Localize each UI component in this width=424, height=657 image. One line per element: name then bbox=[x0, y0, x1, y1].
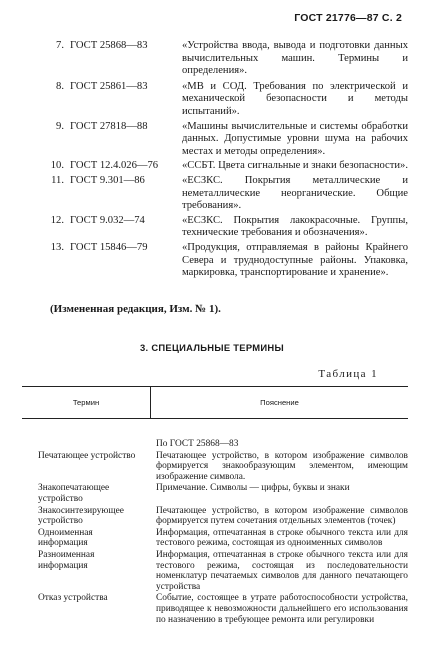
reference-description: «Продукция, отправляемая в районы Крайнего Севера и труднодоступные районы. Упаковка, маркировка, транспортирование и хранение». bbox=[182, 241, 408, 279]
reference-number: 13. bbox=[50, 241, 64, 253]
term-cell: Одноименная информация bbox=[38, 527, 93, 549]
reference-standard: ГОСТ 27818—88 bbox=[70, 120, 148, 132]
reference-item bbox=[22, 215, 408, 240]
reference-number: 10. bbox=[50, 160, 64, 172]
page-header: ГОСТ 21776—87 С. 2 bbox=[294, 12, 402, 24]
reference-description: «ССБТ. Цвета сигнальные и знаки безопасности». bbox=[182, 160, 409, 172]
term-cell: Разноименная информация bbox=[38, 549, 95, 571]
explanation-cell: Информация, отпечатанная в строке обычного текста или для тестового режима, состоящая из одноименных символов bbox=[156, 527, 408, 549]
explanation-cell: Печатающее устройство, в котором изображение символов формируется путем сочетания отдельных элементов (точек) bbox=[156, 505, 408, 527]
table-row bbox=[22, 550, 408, 592]
reference-number: 11. bbox=[51, 174, 64, 186]
explanation-cell: Печатающее устройство, в котором изображение символов формируется знакообразующим элементом, имеющим изображение символа. bbox=[156, 450, 408, 482]
reference-standard: ГОСТ 9.301—86 bbox=[70, 174, 145, 186]
explanation-cell: Информация, отпечатанная в строке обычного текста или для тестового режима, состоящая из последовательности номенклатур печатаемых символов для данного печатающего устройства bbox=[156, 549, 408, 592]
reference-item bbox=[22, 242, 408, 280]
explanation-cell: Примечание. Символы — цифры, буквы и знаки bbox=[156, 483, 350, 494]
reference-description: «ЕСЗКС. Покрытия лакокрасочные. Группы, технические требования и обозначения». bbox=[182, 214, 408, 239]
reference-list bbox=[22, 40, 408, 282]
reference-standard: ГОСТ 25861—83 bbox=[70, 80, 148, 92]
table-row bbox=[22, 439, 408, 450]
term-cell: Знакосинтезирующее устройство bbox=[38, 505, 124, 527]
reference-item bbox=[22, 81, 408, 119]
reference-description: «Машины вычислительные и системы обработки данных. Допустимые уровни шума на рабочих местах и методы определения». bbox=[182, 120, 408, 157]
reference-item bbox=[22, 121, 408, 159]
table-header bbox=[22, 386, 408, 419]
reference-standard: ГОСТ 15846—79 bbox=[70, 241, 148, 253]
reference-number: 12. bbox=[50, 214, 64, 226]
table-body bbox=[22, 439, 408, 625]
reference-standard: ГОСТ 9.032—74 bbox=[70, 214, 145, 226]
reference-description: «Устройства ввода, вывода и подготовки данных вычислительных машин. Термины и определения». bbox=[182, 40, 408, 77]
reference-item bbox=[22, 40, 408, 78]
explanation-cell: Событие, состоящее в утрате работоспособности устройства, приводящее к невозможности дальнейшего его использования по назначению в требующее ремонта или регулировки bbox=[156, 593, 408, 625]
terms-table bbox=[22, 386, 408, 625]
amendment-note: (Измененная редакция, Изм. № 1). bbox=[50, 303, 221, 315]
column-header-explanation: Пояснение bbox=[260, 398, 299, 407]
reference-standard: ГОСТ 12.4.026—76 bbox=[70, 160, 159, 172]
reference-item bbox=[22, 175, 408, 213]
term-cell bbox=[22, 439, 150, 450]
reference-item bbox=[22, 160, 408, 173]
reference-number: 7. bbox=[56, 40, 64, 51]
reference-number: 8. bbox=[56, 80, 64, 92]
table-row bbox=[22, 451, 408, 483]
term-cell: Знакопечатающее устройство bbox=[38, 483, 110, 504]
term-cell: Отказ устройства bbox=[38, 593, 108, 604]
explanation-cell: По ГОСТ 25868—83 bbox=[156, 439, 239, 449]
reference-number: 9. bbox=[56, 120, 64, 132]
reference-standard: ГОСТ 25868—83 bbox=[70, 40, 148, 51]
table-row bbox=[22, 528, 408, 549]
reference-description: «ЕСЗКС. Покрытия металлические и неметаллические неорганические. Общие требования». bbox=[182, 174, 408, 212]
table-row bbox=[22, 483, 408, 504]
section-title: 3. СПЕЦИАЛЬНЫЕ ТЕРМИНЫ bbox=[140, 342, 284, 353]
column-header-term: Термин bbox=[22, 387, 151, 418]
reference-description: «МВ и СОД. Требования по электрической и механической безопасности и методы испытаний». bbox=[182, 80, 408, 117]
table-row bbox=[22, 506, 408, 527]
table-caption: Таблица 1 bbox=[318, 368, 378, 380]
table-row bbox=[22, 593, 408, 625]
term-cell: Печатающее устройство bbox=[38, 450, 136, 461]
